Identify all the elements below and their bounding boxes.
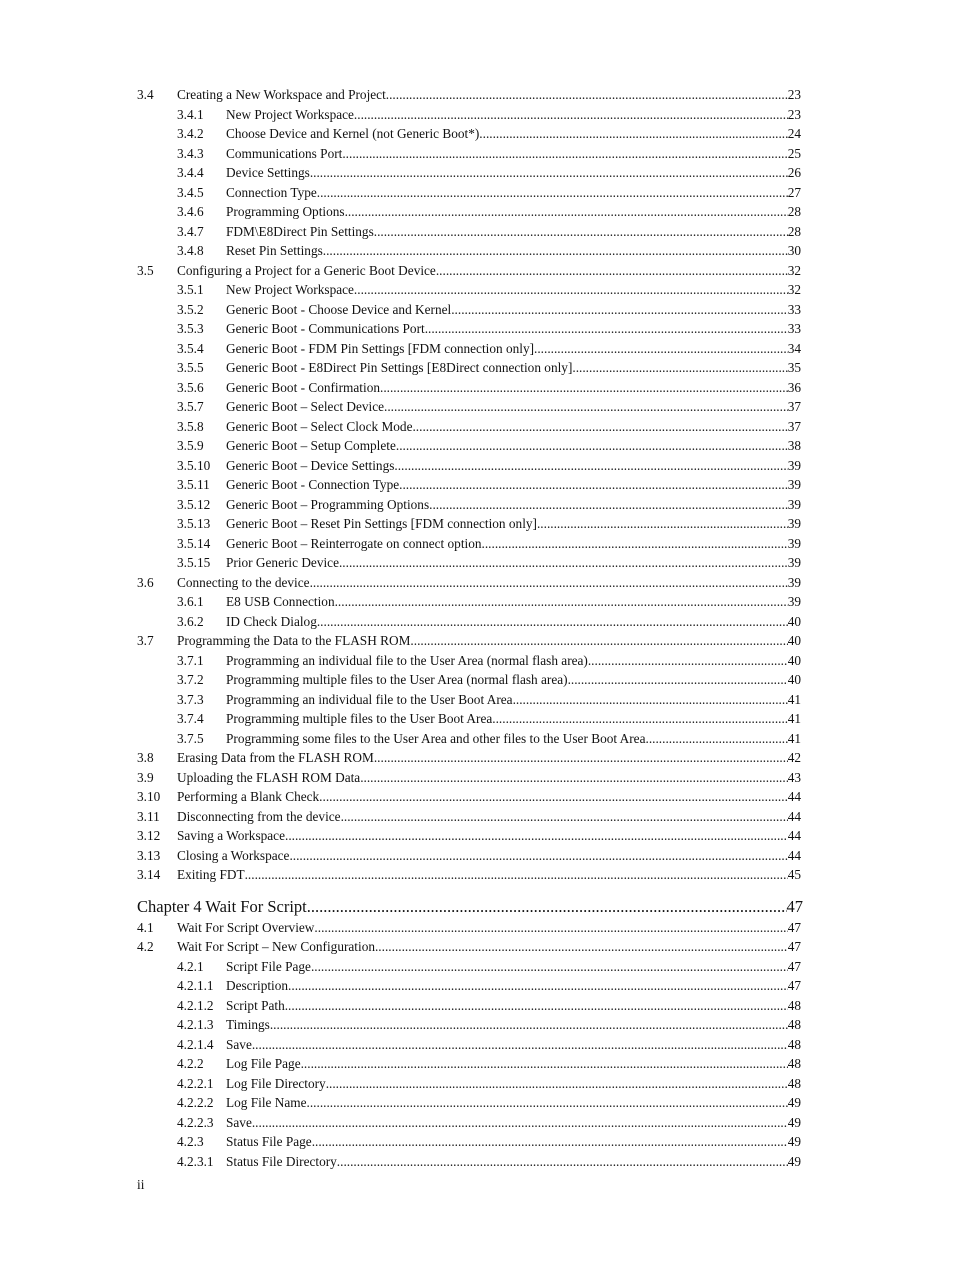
toc-entry[interactable] bbox=[0, 826, 954, 846]
toc-entry-number: 4.2.2.3 bbox=[177, 1114, 214, 1130]
dot-leader bbox=[425, 319, 788, 339]
toc-entry-title: Connection Type bbox=[226, 184, 317, 200]
dot-leader bbox=[317, 183, 788, 203]
toc-entry-title: Closing a Workspace bbox=[177, 847, 290, 863]
toc-entry-title: Generic Boot - Confirmation bbox=[226, 379, 380, 395]
toc-entry-page: 23 bbox=[787, 106, 801, 122]
dot-leader bbox=[380, 378, 788, 398]
dot-leader bbox=[323, 241, 788, 261]
toc-entry-number: 3.4.3 bbox=[177, 145, 204, 161]
toc-entry-number: 3.6 bbox=[137, 574, 154, 590]
toc-entry-title: Programming the Data to the FLASH ROM bbox=[177, 633, 411, 648]
dot-leader bbox=[288, 976, 788, 996]
dot-leader bbox=[337, 1152, 788, 1172]
toc-entry-number: 4.2.2 bbox=[177, 1056, 204, 1071]
dot-leader bbox=[310, 163, 788, 183]
dot-leader bbox=[317, 612, 788, 632]
dot-leader bbox=[245, 865, 788, 885]
toc-entry-page: 39 bbox=[787, 496, 801, 512]
toc-entry-title: Save bbox=[226, 1114, 252, 1130]
dot-leader bbox=[285, 996, 788, 1016]
toc-entry-page: 49 bbox=[787, 1153, 801, 1169]
toc-entry[interactable] bbox=[0, 183, 954, 203]
toc-entry-title: Creating a New Workspace and Project bbox=[177, 87, 386, 102]
toc-entry-number: 3.14 bbox=[137, 867, 161, 882]
toc-entry[interactable] bbox=[0, 976, 954, 996]
toc-entry-page: 41 bbox=[787, 691, 801, 707]
dot-leader bbox=[310, 573, 788, 593]
toc-entry[interactable] bbox=[0, 163, 954, 183]
toc-entry-page: 39 bbox=[787, 516, 801, 531]
toc-entry-title: Save bbox=[226, 1036, 252, 1052]
toc-entry[interactable] bbox=[0, 729, 954, 749]
dot-leader bbox=[311, 957, 788, 977]
toc-entry[interactable] bbox=[0, 1113, 954, 1133]
dot-leader bbox=[354, 280, 788, 300]
dot-leader bbox=[270, 1015, 788, 1035]
dot-leader bbox=[285, 826, 788, 846]
toc-entry-number: 3.12 bbox=[137, 828, 161, 843]
toc-entry-page: 25 bbox=[787, 145, 801, 161]
dot-leader bbox=[568, 670, 788, 690]
toc-entry-number: 3.4.2 bbox=[177, 126, 204, 141]
dot-leader bbox=[384, 397, 788, 417]
toc-entry-page: 39 bbox=[787, 555, 801, 570]
toc-entry-title: New Project Workspace bbox=[226, 282, 354, 297]
toc-entry-page: 48 bbox=[787, 997, 801, 1013]
dot-leader bbox=[360, 768, 788, 788]
dot-leader bbox=[492, 709, 787, 729]
toc-entry-number: 3.7 bbox=[137, 633, 154, 648]
toc-entry-title: Generic Boot – Select Clock Mode bbox=[226, 418, 413, 434]
dot-leader bbox=[588, 651, 788, 671]
dot-leader bbox=[342, 144, 787, 164]
toc-entry[interactable] bbox=[0, 807, 954, 827]
toc-entry-number: 3.5.5 bbox=[177, 360, 204, 375]
toc-entry-number: 3.4.7 bbox=[177, 223, 204, 239]
dot-leader bbox=[646, 729, 788, 749]
toc-entry[interactable] bbox=[0, 124, 954, 144]
toc-entry-title: Generic Boot – Select Device bbox=[226, 399, 385, 414]
toc-entry-title: Exiting FDT bbox=[177, 867, 245, 882]
toc-entry-page: 44 bbox=[787, 847, 801, 863]
toc-entry-page: 39 bbox=[787, 574, 801, 590]
toc-entry-number: 4.2 bbox=[137, 939, 154, 954]
dot-leader bbox=[314, 918, 787, 938]
toc-entry-page: 48 bbox=[787, 1075, 801, 1091]
toc-entry-number: 3.4.5 bbox=[177, 184, 204, 200]
toc-entry[interactable] bbox=[0, 937, 954, 957]
toc-entry[interactable] bbox=[0, 241, 954, 261]
toc-entry-page: 40 bbox=[787, 633, 801, 648]
toc-entry-page: 41 bbox=[787, 730, 801, 746]
toc-entry[interactable] bbox=[0, 534, 954, 554]
toc-entry-page: 47 bbox=[786, 896, 803, 916]
toc-entry[interactable] bbox=[0, 319, 954, 339]
dot-leader bbox=[394, 456, 787, 476]
dot-leader bbox=[345, 202, 788, 222]
dot-leader bbox=[335, 592, 788, 612]
toc-entry-title: Programming an individual file to the User Boot Area bbox=[226, 691, 513, 707]
toc-entry-number: 3.4.1 bbox=[177, 106, 204, 122]
toc-entry[interactable] bbox=[0, 417, 954, 437]
toc-entry[interactable] bbox=[0, 996, 954, 1016]
toc-entry-number: 3.6.1 bbox=[177, 594, 204, 609]
toc-entry[interactable] bbox=[0, 495, 954, 515]
toc-entry-number: 4.2.1.2 bbox=[177, 997, 214, 1013]
toc-entry-page: 47 bbox=[787, 978, 801, 993]
dot-leader bbox=[312, 1132, 788, 1152]
toc-entry-page: 47 bbox=[787, 958, 801, 974]
toc-entry-page: 32 bbox=[787, 282, 801, 297]
toc-entry-title: Timings bbox=[226, 1017, 270, 1032]
dot-leader bbox=[412, 417, 787, 437]
dot-leader bbox=[479, 124, 787, 144]
toc-entry-title: Connecting to the device bbox=[177, 574, 310, 590]
dot-leader bbox=[374, 748, 788, 768]
toc-entry-page: 49 bbox=[787, 1114, 801, 1130]
dot-leader bbox=[252, 1113, 788, 1133]
toc-entry-title: Disconnecting from the device bbox=[177, 808, 341, 824]
toc-entry-title: Erasing Data from the FLASH ROM bbox=[177, 750, 374, 765]
toc-entry-number: 3.5.11 bbox=[177, 477, 210, 492]
toc-entry-title: Device Settings bbox=[226, 165, 310, 180]
toc-entry-title: Programming an individual file to the User Area (normal flash area) bbox=[226, 652, 588, 668]
dot-leader bbox=[396, 436, 788, 456]
toc-entry-page: 48 bbox=[787, 1056, 801, 1071]
toc-entry-number: 3.11 bbox=[137, 808, 160, 824]
toc-entry-number: 4.2.3.1 bbox=[177, 1153, 214, 1169]
toc-entry-title: Programming Options bbox=[226, 204, 345, 219]
toc-entry-number: 3.13 bbox=[137, 847, 161, 863]
toc-entry-number: 3.8 bbox=[137, 750, 154, 765]
toc-entry-title: Generic Boot - E8Direct Pin Settings [E8Direct connection only] bbox=[226, 360, 573, 375]
toc-entry[interactable] bbox=[0, 1015, 954, 1035]
toc-entry-title: Description bbox=[226, 978, 289, 993]
toc-entry[interactable] bbox=[0, 144, 954, 164]
toc-entry-title: Programming multiple files to the User Boot Area bbox=[226, 711, 493, 726]
toc-entry[interactable] bbox=[0, 573, 954, 593]
toc-entry-page: 27 bbox=[787, 184, 801, 200]
toc-entry[interactable] bbox=[0, 378, 954, 398]
toc-entry[interactable] bbox=[0, 280, 954, 300]
dot-leader bbox=[513, 690, 788, 710]
dot-leader bbox=[385, 937, 788, 957]
toc-entry[interactable] bbox=[0, 339, 954, 359]
toc-entry-page: 38 bbox=[787, 438, 801, 453]
toc-entry-number: 3.4.8 bbox=[177, 243, 204, 258]
toc-entry[interactable] bbox=[0, 690, 954, 710]
toc-entry[interactable] bbox=[0, 709, 954, 729]
toc-entry-number: 3.4.4 bbox=[177, 165, 204, 180]
toc-entry-number: 3.9 bbox=[137, 769, 154, 785]
dot-leader bbox=[339, 553, 788, 573]
toc-entry-number: 4.2.3 bbox=[177, 1134, 204, 1149]
toc-entry-number: 3.5.1 bbox=[177, 282, 204, 297]
toc-entry-title: Status File Directory bbox=[226, 1153, 337, 1169]
toc-entry[interactable] bbox=[0, 631, 954, 651]
toc-entry-page: 47 bbox=[787, 939, 801, 954]
toc-entry-number: 3.5.8 bbox=[177, 418, 204, 434]
toc-entry-number: 3.5.10 bbox=[177, 457, 211, 473]
toc-entry-page: 39 bbox=[787, 594, 801, 609]
toc-entry-title: Choose Device and Kernel (not Generic Boot*) bbox=[226, 126, 480, 141]
table-of-contents bbox=[0, 85, 954, 1171]
toc-entry-number: 4.2.2.1 bbox=[177, 1075, 214, 1091]
toc-entry-page: 34 bbox=[787, 340, 801, 356]
toc-entry-page: 37 bbox=[787, 399, 801, 414]
toc-entry-title: Generic Boot – Setup Complete bbox=[226, 438, 396, 453]
toc-entry-title: Uploading the FLASH ROM Data bbox=[177, 769, 361, 785]
toc-entry-title: Configuring a Project for a Generic Boot Device bbox=[177, 262, 436, 278]
toc-entry-number: 3.5.12 bbox=[177, 496, 211, 512]
toc-entry-title: Log File Page bbox=[226, 1056, 301, 1071]
toc-entry-number: 4.2.1.1 bbox=[177, 978, 214, 993]
toc-entry-number: 3.5.7 bbox=[177, 399, 204, 414]
toc-entry-page: 26 bbox=[787, 165, 801, 180]
toc-entry-page: 42 bbox=[787, 750, 801, 765]
toc-entry-title: Generic Boot – Reinterrogate on connect option bbox=[226, 535, 482, 551]
toc-entry-title: Status File Page bbox=[226, 1134, 312, 1149]
toc-entry[interactable] bbox=[0, 1074, 954, 1094]
dot-leader bbox=[289, 846, 787, 866]
toc-entry-number: 3.7.3 bbox=[177, 691, 204, 707]
toc-entry[interactable] bbox=[0, 787, 954, 807]
toc-entry[interactable] bbox=[0, 300, 954, 320]
toc-entry[interactable] bbox=[0, 651, 954, 671]
toc-entry-number: 4.2.2.2 bbox=[177, 1095, 214, 1110]
dot-leader bbox=[537, 514, 788, 534]
toc-entry-title: ID Check Dialog bbox=[226, 613, 317, 629]
dot-leader bbox=[307, 896, 787, 918]
toc-chapter-heading[interactable] bbox=[0, 896, 954, 918]
toc-entry-page: 44 bbox=[787, 808, 801, 824]
toc-entry-number: 3.5 bbox=[137, 262, 154, 278]
dot-leader bbox=[436, 261, 788, 281]
dot-leader bbox=[374, 222, 788, 242]
toc-entry-page: 39 bbox=[787, 535, 801, 551]
dot-leader bbox=[252, 1035, 788, 1055]
toc-entry-page: 37 bbox=[787, 418, 801, 434]
toc-entry[interactable] bbox=[0, 456, 954, 476]
toc-entry[interactable] bbox=[0, 612, 954, 632]
toc-entry-page: 48 bbox=[787, 1036, 801, 1052]
toc-entry-page: 36 bbox=[787, 379, 801, 395]
toc-entry-title: Wait For Script – New Configuration... bbox=[177, 939, 385, 954]
toc-entry[interactable] bbox=[0, 768, 954, 788]
toc-entry-number: 3.4.6 bbox=[177, 204, 204, 219]
toc-entry-page: 30 bbox=[787, 243, 801, 258]
toc-entry-page: 44 bbox=[787, 789, 801, 804]
toc-entry-title: Log File Name bbox=[226, 1095, 307, 1110]
dot-leader bbox=[354, 105, 788, 125]
toc-entry-title: Communications Port bbox=[226, 145, 343, 161]
toc-entry[interactable] bbox=[0, 85, 954, 105]
toc-entry-page: 39 bbox=[787, 457, 801, 473]
toc-entry-title: Script File Page bbox=[226, 958, 311, 974]
toc-entry[interactable] bbox=[0, 748, 954, 768]
toc-entry-page: 32 bbox=[787, 262, 801, 278]
toc-entry[interactable] bbox=[0, 846, 954, 866]
toc-entry-page: 39 bbox=[787, 477, 801, 492]
toc-entry-title: Generic Boot – Programming Options bbox=[226, 496, 430, 512]
toc-entry[interactable] bbox=[0, 1152, 954, 1172]
toc-entry-title: Generic Boot - Choose Device and Kernel bbox=[226, 301, 452, 317]
toc-entry-title: Chapter 4 Wait For Script bbox=[137, 896, 307, 916]
toc-entry-number: 3.4 bbox=[137, 87, 154, 102]
toc-entry-number: 3.7.2 bbox=[177, 672, 204, 687]
toc-entry[interactable] bbox=[0, 261, 954, 281]
toc-entry-title: Saving a Workspace bbox=[177, 828, 285, 843]
toc-entry-number: 3.5.13 bbox=[177, 516, 211, 531]
toc-entry-page: 49 bbox=[787, 1095, 801, 1110]
dot-leader bbox=[307, 1093, 788, 1113]
toc-entry[interactable] bbox=[0, 957, 954, 977]
dot-leader bbox=[399, 475, 788, 495]
dot-leader bbox=[319, 787, 788, 807]
dot-leader bbox=[301, 1054, 788, 1074]
toc-entry[interactable] bbox=[0, 1132, 954, 1152]
toc-entry-title: Log File Directory bbox=[226, 1075, 326, 1091]
toc-entry-page: 49 bbox=[787, 1134, 801, 1149]
toc-entry[interactable] bbox=[0, 475, 954, 495]
toc-entry-number: 4.1 bbox=[137, 919, 154, 935]
dot-leader bbox=[410, 631, 787, 651]
toc-entry-title: Programming multiple files to the User Area (normal flash area) bbox=[226, 672, 568, 687]
toc-entry[interactable] bbox=[0, 592, 954, 612]
dot-leader bbox=[341, 807, 788, 827]
toc-entry-title: Performing a Blank Check bbox=[177, 789, 320, 804]
toc-entry-title: Generic Boot – Device Settings bbox=[226, 457, 395, 473]
toc-entry-page: 35 bbox=[787, 360, 801, 375]
toc-entry-title: Generic Boot - Communications Port bbox=[226, 321, 425, 336]
toc-entry-page: 40 bbox=[787, 613, 801, 629]
toc-entry-title: Script Path bbox=[226, 997, 285, 1013]
toc-entry-number: 3.7.5 bbox=[177, 730, 204, 746]
toc-entry-title: FDM\E8Direct Pin Settings bbox=[226, 223, 374, 239]
toc-entry-number: 3.7.4 bbox=[177, 711, 204, 726]
toc-entry-page: 33 bbox=[787, 301, 801, 317]
toc-entry[interactable] bbox=[0, 514, 954, 534]
toc-entry[interactable] bbox=[0, 553, 954, 573]
toc-entry[interactable] bbox=[0, 202, 954, 222]
toc-entry-title: Generic Boot - Connection Type bbox=[226, 477, 400, 492]
toc-entry-title: Programming some files to the User Area and other files to the User Boot Area bbox=[226, 730, 646, 746]
toc-entry-title: E8 USB Connection bbox=[226, 594, 335, 609]
toc-entry-number: 3.5.14 bbox=[177, 535, 211, 551]
toc-entry-title: New Project Workspace bbox=[226, 106, 354, 122]
dot-leader bbox=[386, 85, 788, 105]
toc-entry-title: Wait For Script Overview bbox=[177, 919, 315, 935]
dot-leader bbox=[534, 339, 788, 359]
dot-leader bbox=[326, 1074, 788, 1094]
toc-entry[interactable] bbox=[0, 1054, 954, 1074]
toc-entry-number: 3.5.2 bbox=[177, 301, 204, 317]
dot-leader bbox=[482, 534, 788, 554]
toc-entry-number: 3.5.15 bbox=[177, 555, 211, 570]
toc-entry-number: 3.6.2 bbox=[177, 613, 204, 629]
toc-entry-number: 3.7.1 bbox=[177, 652, 204, 668]
toc-entry[interactable] bbox=[0, 918, 954, 938]
toc-entry[interactable] bbox=[0, 436, 954, 456]
toc-entry-page: 40 bbox=[787, 672, 801, 687]
toc-entry-number: 4.2.1 bbox=[177, 958, 204, 974]
toc-entry-page: 28 bbox=[787, 223, 801, 239]
toc-entry-title: Generic Boot - FDM Pin Settings [FDM connection only] bbox=[226, 340, 535, 356]
toc-entry[interactable] bbox=[0, 358, 954, 378]
toc-entry-number: 3.10 bbox=[137, 789, 161, 804]
toc-entry[interactable] bbox=[0, 1093, 954, 1113]
toc-entry-number: 3.5.3 bbox=[177, 321, 204, 336]
toc-entry-number: 3.5.6 bbox=[177, 379, 204, 395]
toc-entry-page: 45 bbox=[787, 867, 801, 882]
toc-entry-page: 28 bbox=[787, 204, 801, 219]
page-number: ii bbox=[137, 1177, 145, 1192]
toc-entry-title: Prior Generic Device bbox=[226, 555, 339, 570]
toc-entry[interactable] bbox=[0, 1035, 954, 1055]
dot-leader bbox=[572, 358, 787, 378]
dot-leader bbox=[451, 300, 787, 320]
toc-entry-page: 40 bbox=[787, 652, 801, 668]
toc-entry-title: Generic Boot – Reset Pin Settings [FDM connection only] bbox=[226, 516, 537, 531]
toc-entry[interactable] bbox=[0, 397, 954, 417]
toc-entry-page: 33 bbox=[787, 321, 801, 336]
toc-entry[interactable] bbox=[0, 105, 954, 125]
toc-entry-page: 44 bbox=[787, 828, 801, 843]
toc-entry-number: 3.5.4 bbox=[177, 340, 204, 356]
toc-entry-number: 3.5.9 bbox=[177, 438, 204, 453]
toc-entry[interactable] bbox=[0, 222, 954, 242]
toc-entry-page: 23 bbox=[787, 87, 801, 102]
toc-entry-page: 41 bbox=[787, 711, 801, 726]
toc-entry-page: 24 bbox=[787, 126, 801, 141]
toc-entry-number: 4.2.1.4 bbox=[177, 1036, 214, 1052]
dot-leader bbox=[429, 495, 788, 515]
toc-entry-page: 47 bbox=[787, 919, 801, 935]
toc-entry[interactable] bbox=[0, 670, 954, 690]
toc-entry-title: Reset Pin Settings bbox=[226, 243, 323, 258]
toc-entry-page: 43 bbox=[787, 769, 801, 785]
toc-entry-number: 4.2.1.3 bbox=[177, 1017, 214, 1032]
toc-entry[interactable] bbox=[0, 865, 954, 885]
toc-entry-page: 48 bbox=[787, 1017, 801, 1032]
